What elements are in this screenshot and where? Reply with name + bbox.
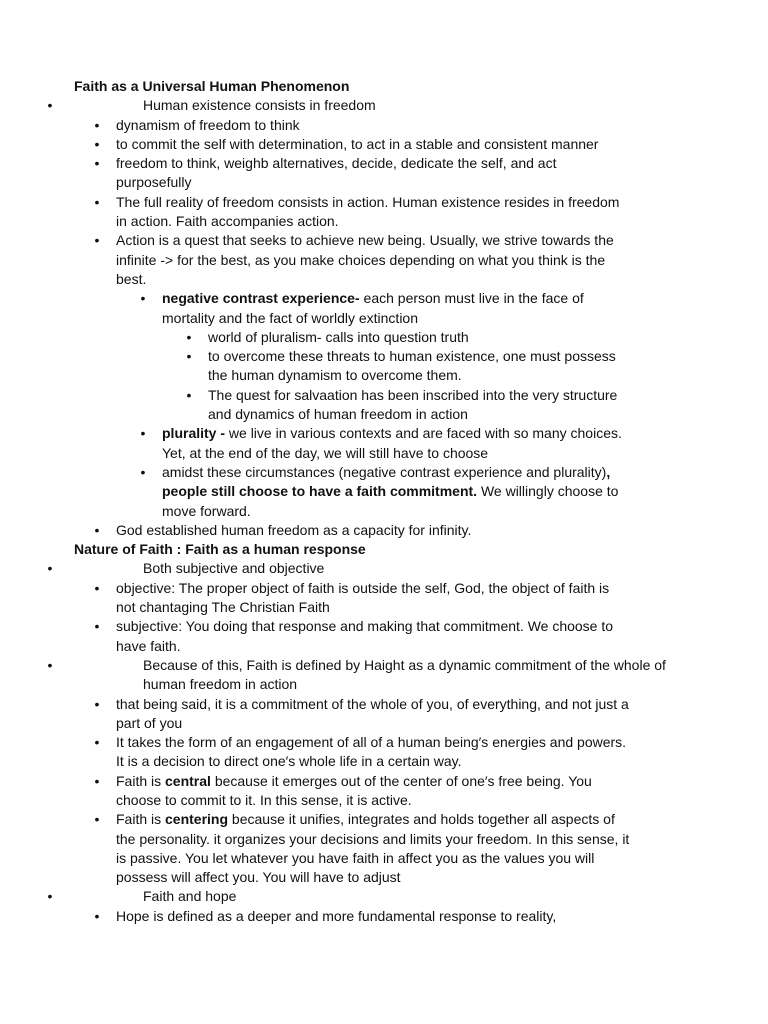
text-run: Faith is bbox=[116, 772, 166, 789]
list-item-text bbox=[143, 96, 703, 115]
list-item-text bbox=[116, 772, 630, 811]
list-item-text bbox=[116, 116, 630, 135]
list-item-level-4 bbox=[74, 347, 704, 386]
bullet-icon: • bbox=[94, 695, 100, 712]
bullet-icon: • bbox=[47, 656, 53, 673]
list-item-level-1 bbox=[47, 559, 704, 578]
bullet-icon: • bbox=[94, 116, 100, 133]
list-item-text bbox=[116, 695, 630, 734]
bullet-icon: • bbox=[186, 386, 192, 403]
text-run: Because of this, Faith is defined by Haight as a dynamic commitment of the whole of human freedom in action bbox=[143, 656, 666, 693]
list-item-text bbox=[116, 617, 630, 656]
text-run: Hope is defined as a deeper and more fundamental response to reality, bbox=[116, 907, 557, 924]
list-item-level-2 bbox=[74, 154, 704, 193]
bullet-icon: • bbox=[94, 811, 100, 828]
text-run: subjective: You doing that response and making that commitment. We choose to have faith. bbox=[116, 618, 614, 654]
text-run: that being said, it is a commitment of the whole of you, of everything, and not just a part of you bbox=[116, 695, 629, 731]
bullet-icon: • bbox=[94, 772, 100, 789]
bullet-icon: • bbox=[140, 463, 146, 480]
list-item-level-3 bbox=[74, 289, 704, 328]
list-item-level-2 bbox=[74, 521, 704, 540]
list-item-text bbox=[116, 810, 630, 887]
list-item-level-2 bbox=[74, 579, 704, 618]
text-run: to overcome these threats to human existence, one must possess the human dynamism to overcome them. bbox=[208, 348, 616, 384]
bullet-icon: • bbox=[94, 579, 100, 596]
bullet-icon: • bbox=[94, 135, 100, 152]
document-body bbox=[47, 77, 704, 926]
bullet-icon: • bbox=[94, 907, 100, 924]
bullet-icon: • bbox=[94, 521, 100, 538]
section-heading: Faith as a Universal Human Phenomenon bbox=[74, 78, 350, 94]
list-item-level-2 bbox=[74, 695, 704, 734]
text-run: The quest for salvaation has been inscribed into the very structure and dynamics of human freedom in action bbox=[208, 386, 618, 423]
bullet-icon: • bbox=[47, 888, 53, 905]
list-item-text bbox=[116, 231, 630, 289]
bullet-icon: • bbox=[186, 328, 192, 345]
list-item-level-2 bbox=[74, 733, 704, 772]
list-item-level-4 bbox=[74, 386, 704, 425]
bullet-icon: • bbox=[94, 618, 100, 635]
text-run: It takes the form of an engagement of all of a human being′s energies and powers. It is a decision to direct one′s whole life in a certain way. bbox=[116, 734, 627, 770]
list-item-text bbox=[162, 424, 630, 463]
text-run: amidst these circumstances (negative contrast experience and plurality) bbox=[162, 463, 607, 480]
text-run: God established human freedom as a capacity for infinity. bbox=[116, 521, 472, 538]
list-item-text bbox=[143, 887, 703, 906]
list-item-text bbox=[116, 579, 630, 618]
bold-text: negative contrast experience- bbox=[162, 290, 360, 307]
list-item-text bbox=[116, 135, 630, 154]
list-item-level-2 bbox=[74, 772, 704, 811]
text-run: each person must live in the face of mortality and the fact of worldly extinction bbox=[162, 290, 584, 326]
text-run: objective: The proper object of faith is outside the self, God, the object of faith is not chantaging The Christian Faith bbox=[116, 579, 610, 616]
bold-text: central bbox=[165, 772, 211, 789]
text-run: world of pluralism- calls into question truth bbox=[208, 328, 469, 345]
list-item-level-4 bbox=[74, 328, 704, 347]
bold-text: plurality - bbox=[162, 425, 226, 442]
text-run: because it unifies, integrates and holds together all aspects of the personality. it organizes your decisions and limits your freedom. In this sense, it is passive. You let whatever you have faith in affect you as the values you will possess will affect you. You will have to adjust bbox=[116, 811, 630, 886]
text-run: Action is a quest that seeks to achieve new being. Usually, we strive towards the infinite -> for the best, as you make choices depending on what you think is the best. bbox=[116, 232, 614, 287]
list-item-level-2 bbox=[74, 231, 704, 289]
text-run: We willingly choose to move forward. bbox=[162, 483, 619, 519]
list-item-level-1 bbox=[47, 96, 704, 115]
list-item-text bbox=[116, 193, 630, 232]
list-item-text bbox=[116, 521, 630, 540]
list-item-level-2 bbox=[74, 193, 704, 232]
bullet-icon: • bbox=[94, 193, 100, 210]
bullet-icon: • bbox=[94, 734, 100, 751]
list-item-text bbox=[143, 656, 703, 695]
section-heading: Nature of Faith : Faith as a human response bbox=[74, 541, 366, 558]
text-run: Human existence consists in freedom bbox=[143, 97, 376, 114]
list-item-text bbox=[162, 463, 630, 521]
list-item-text bbox=[208, 328, 630, 347]
list-item-text bbox=[162, 289, 630, 328]
text-run: we live in various contexts and are faced with so many choices. Yet, at the end of the day, we will still have to choose bbox=[162, 425, 622, 461]
list-item-level-3 bbox=[74, 424, 704, 463]
text-run: The full reality of freedom consists in action. Human existence resides in freedom in action. Faith accompanies action. bbox=[116, 193, 620, 230]
list-item-text bbox=[208, 347, 630, 386]
list-item-text bbox=[116, 907, 630, 926]
list-item-text bbox=[116, 154, 630, 193]
list-item-level-2 bbox=[74, 810, 704, 887]
text-run: to commit the self with determination, to act in a stable and consistent manner bbox=[116, 135, 599, 152]
list-item-level-2 bbox=[74, 135, 704, 154]
bullet-icon: • bbox=[47, 560, 53, 577]
bold-text: , people still choose to have a faith commitment. bbox=[162, 463, 611, 500]
bold-text: centering bbox=[165, 811, 229, 828]
list-item-level-3 bbox=[74, 463, 704, 521]
list-item-level-1 bbox=[47, 656, 704, 695]
text-run: Both subjective and objective bbox=[143, 560, 325, 577]
list-item-text bbox=[143, 559, 703, 578]
bullet-icon: • bbox=[47, 97, 53, 114]
text-run: Faith is bbox=[116, 811, 166, 828]
list-item-level-2 bbox=[74, 907, 704, 926]
text-run: freedom to think, weighb alternatives, decide, dedicate the self, and act purposefully bbox=[116, 155, 557, 191]
list-item-level-2 bbox=[74, 116, 704, 135]
text-run: Faith and hope bbox=[143, 888, 237, 905]
bullet-icon: • bbox=[140, 290, 146, 307]
bullet-icon: • bbox=[186, 348, 192, 365]
list-item-level-1 bbox=[47, 887, 704, 906]
bullet-icon: • bbox=[140, 425, 146, 442]
bullet-icon: • bbox=[94, 232, 100, 249]
list-item-text bbox=[208, 386, 630, 425]
text-run: dynamism of freedom to think bbox=[116, 116, 300, 133]
bullet-icon: • bbox=[94, 155, 100, 172]
list-item-level-2 bbox=[74, 617, 704, 656]
list-item-text bbox=[116, 733, 630, 772]
text-run: because it emerges out of the center of one′s free being. You choose to commit to it. In this sense, it is active. bbox=[116, 772, 592, 808]
